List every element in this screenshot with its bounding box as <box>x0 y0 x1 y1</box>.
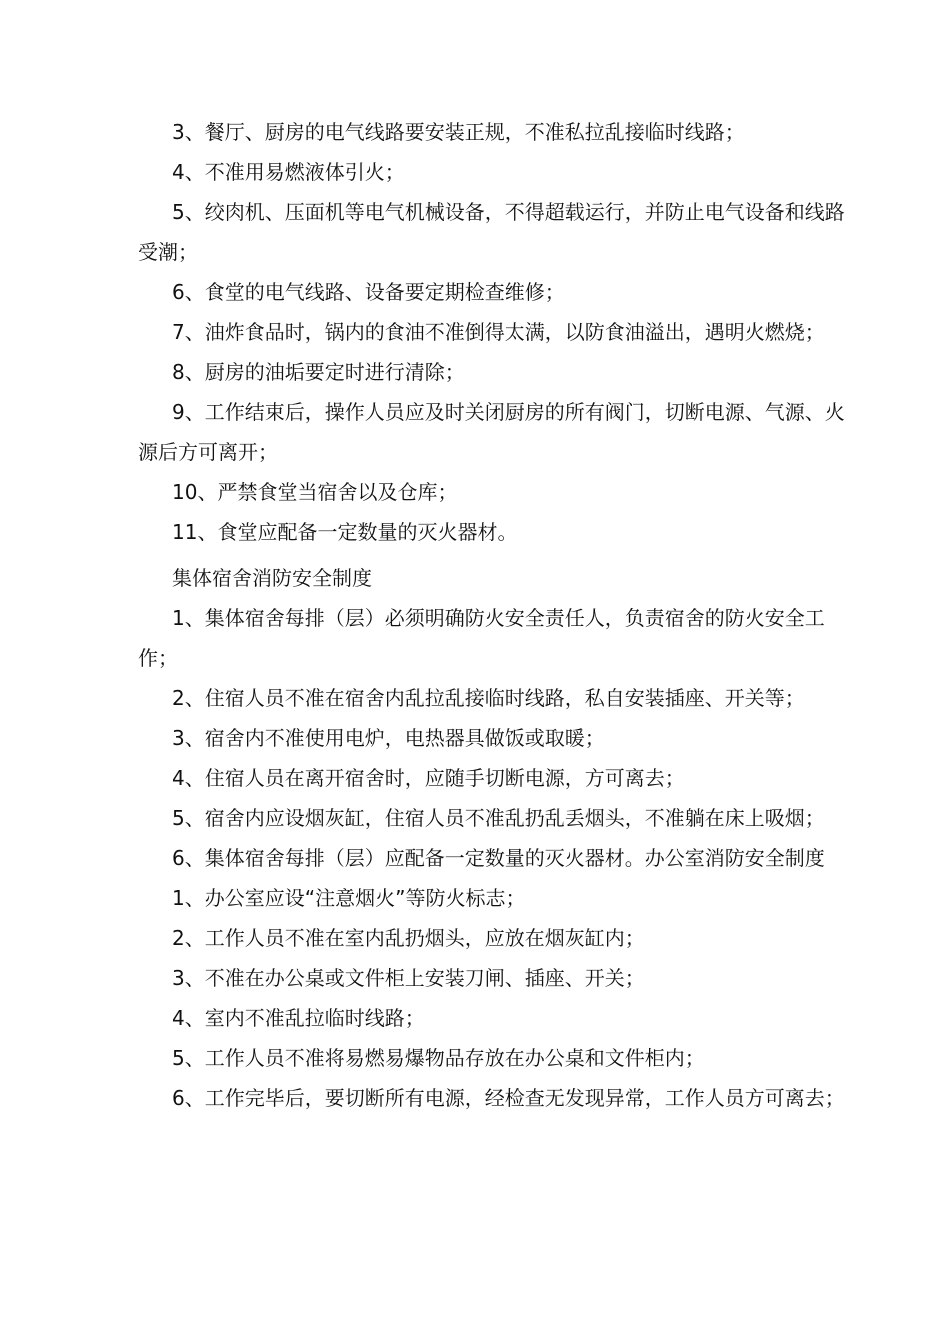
paragraph-16: 1、办公室应设“注意烟火”等防火标志； <box>172 886 526 910</box>
paragraph-9: 11、食堂应配备一定数量的灭火器材。 <box>172 520 518 544</box>
paragraph-12: 3、宿舍内不准使用电炉，电热器具做饭或取暖； <box>172 726 605 750</box>
paragraph-8: 10、严禁食堂当宿舍以及仓库； <box>172 480 458 504</box>
paragraph-18: 3、不准在办公桌或文件柜上安装刀闸、插座、开关； <box>172 966 645 990</box>
paragraph-17: 2、工作人员不准在室内乱扔烟头，应放在烟灰缸内； <box>172 926 645 950</box>
paragraph-5: 7、油炸食品时，锅内的食油不准倒得太满，以防食油溢出，遇明火燃烧； <box>172 320 825 344</box>
paragraph-14: 5、宿舍内应设烟灰缸，住宿人员不准乱扔乱丢烟头，不准躺在床上吸烟； <box>172 806 825 830</box>
document-body <box>138 112 856 1118</box>
section-title-dormitory: 集体宿舍消防安全制度 <box>172 566 372 590</box>
paragraph-7: 9、工作结束后，操作人员应及时关闭厨房的所有阀门，切断电源、气源、火源后方可离开； <box>138 400 845 464</box>
paragraph-15: 6、集体宿舍每排（层）应配备一定数量的灭火器材。办公室消防安全制度 <box>172 846 825 870</box>
paragraph-11: 2、住宿人员不准在宿舍内乱拉乱接临时线路，私自安装插座、开关等； <box>172 686 805 710</box>
paragraph-21: 6、工作完毕后，要切断所有电源，经检查无发现异常，工作人员方可离去； <box>172 1086 845 1110</box>
paragraph-20: 5、工作人员不准将易燃易爆物品存放在办公桌和文件柜内； <box>172 1046 705 1070</box>
paragraph-19: 4、室内不准乱拉临时线路； <box>172 1006 425 1030</box>
paragraph-2: 4、不准用易燃液体引火； <box>172 160 405 184</box>
paragraph-4: 6、食堂的电气线路、设备要定期检查维修； <box>172 280 565 304</box>
paragraph-6: 8、厨房的油垢要定时进行清除； <box>172 360 465 384</box>
paragraph-13: 4、住宿人员在离开宿舍时，应随手切断电源，方可离去； <box>172 766 685 790</box>
paragraph-1: 3、餐厅、厨房的电气线路要安装正规，不准私拉乱接临时线路； <box>172 120 745 144</box>
paragraph-10: 1、集体宿舍每排（层）必须明确防火安全责任人，负责宿舍的防火安全工作； <box>138 606 825 670</box>
paragraph-3: 5、绞肉机、压面机等电气机械设备，不得超载运行，并防止电气设备和线路受潮； <box>138 200 845 264</box>
